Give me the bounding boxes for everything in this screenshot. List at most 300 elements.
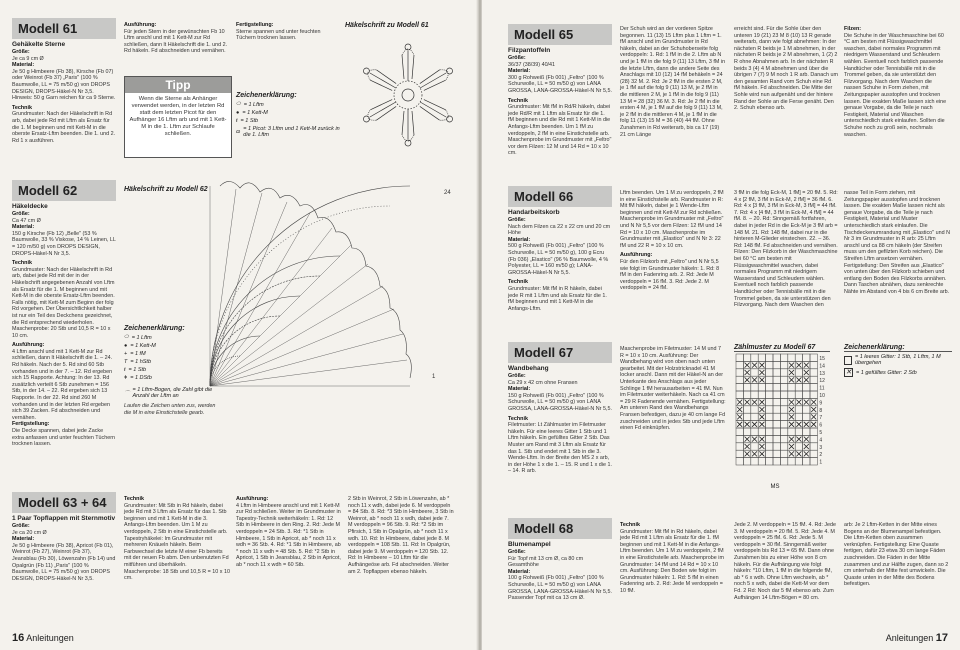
filet-cell	[743, 391, 750, 398]
m68-col3-text: Jede 2. M verdoppeln = 15 fM. 4. Rd: Jede 3. M verdoppeln = 20 fM. 5. Rd: Jede 4. M verdoppeln = 25 fM. 6. Rd: Jede 5. M verdoppeln = 30 fM. Sinngemäß weiter verdoppeln bis Rd 13 = 65 fM. Dann ohne Zunahmen bis zu einer Höhe von 8 cm häkeln. Für die Aufhängung wie folgt häkeln: *10 Lftm, 1 fM in die folgende fM, ab * 6 x wdh. Ohne Lftm wechseln, ab * noch 5 x wdh, dabei die Kett-M vor dem Fd. 2 Rd: Noch dar 5 fM ebenso arb. Zum Aufhängen 14 Lftm-Bögen = 80 cm.	[734, 522, 837, 601]
filet-cell	[810, 376, 817, 383]
filled-mesh-mark	[745, 370, 750, 375]
filet-cell	[736, 376, 743, 383]
filet-cell	[803, 458, 810, 465]
m62-gauge: Maschenprobe: 20 Stb und 10,5 R = 10 x 10 cm.	[12, 326, 111, 339]
m67-legend-1: = 1 gefülltes Gitter: 2 Stb	[856, 369, 917, 376]
m66-info	[508, 186, 612, 312]
m65-col4-text: Die Schuhe in der Waschmaschine bei 60 °C am besten mit Flüssigwaschmittel waschen, dabei normales Programm mit niedrigem Wasserstand und Schleudern wählen. Eventuell noch farblich passende Handtücher oder Tennisbälle mit in die Trommel geben, da sie unterstützt den Filzvorgang. Nach dem Waschen die nassen Schuhe in Form ziehen, mit Zeitungspapier ausstopfen und trocknen lassen. Die exakten Maße lassen sich eine genaue Vorgabe, da die Teile je nach Festigkeit, Material und Waschen unterschiedlich stark einlaufen. Sollten die Schuhe noch zu groß sein, nochmals waschen.	[844, 32, 947, 138]
m67-chart	[734, 344, 830, 490]
m67-filet-grid	[734, 352, 830, 484]
m67-repeat-label: MS	[770, 484, 780, 490]
m66-col2	[620, 190, 726, 292]
filled-mesh-mark	[745, 400, 750, 405]
m66-ausf-label: Ausführung:	[620, 252, 653, 259]
filet-cell	[795, 458, 802, 465]
filet-cell	[773, 361, 780, 368]
filled-mesh-mark	[759, 363, 764, 368]
footer-label-right: Anleitungen	[885, 633, 934, 643]
m65-size: 36/37 (38/39) 40/41	[508, 61, 556, 68]
m68-material: 100 g Rohweiß (Fb 001) „Feltro" (100 % Schurwolle, LL = 50 m/50 g) von LANA GROSSA, LANA-GROSSA-Häkel-N Nr 5,5. Passender Topf mit ca 13 cm Ø.	[508, 575, 612, 602]
m66-title: Modell 66	[508, 186, 612, 207]
filet-cell	[810, 435, 817, 442]
m62-legend-3: = 1 hStb	[130, 359, 152, 365]
filet-cell	[780, 421, 787, 428]
m65-subtitle: Filzpantoffeln	[508, 47, 551, 54]
filet-cell	[736, 361, 743, 368]
m63-instructions-cont	[348, 496, 454, 575]
m62-subtitle: Häkeldecke	[12, 203, 48, 210]
filled-mesh-mark	[796, 422, 801, 427]
m62-doily-diagram	[200, 180, 472, 392]
m65-title: Modell 65	[508, 24, 612, 45]
filet-cell	[736, 435, 743, 442]
filet-cell	[773, 406, 780, 413]
filet-cell	[803, 391, 810, 398]
filet-cell	[736, 384, 743, 391]
m66-technik-label: Technik	[508, 279, 528, 286]
filet-cell	[766, 384, 773, 391]
m62-chart-caption: Häkelschrift zu Modell 62	[124, 186, 208, 193]
filled-mesh-mark	[752, 400, 757, 405]
filled-mesh-mark	[789, 400, 794, 405]
m61-legend-1: = 1 Kett-M	[242, 110, 268, 116]
filled-mesh-mark	[759, 414, 764, 419]
m65-material: 300 g Rohweiß (Fb 001) „Feltro" (100 % Schurwolle, LL = 50 m/50 g) von LANA GROSSA, LANA-GROSSA-Häkel-N Nr 5,5.	[508, 74, 612, 94]
filled-mesh-mark	[759, 437, 764, 442]
filet-row-number: 14	[819, 363, 825, 370]
m67-material-label: Material:	[508, 386, 531, 393]
filet-cell	[773, 398, 780, 405]
m65-col4	[844, 26, 950, 138]
m62-title: Modell 62	[12, 180, 116, 201]
m67-legend	[844, 344, 952, 379]
m61-chart-caption: Häkelschrift zu Modell 61	[345, 22, 429, 29]
tip-heading: Tipp	[125, 77, 231, 93]
m66-size: Nach dem Filzen ca 22 x 22 cm und 20 cm Höhe	[508, 223, 611, 237]
filled-mesh-mark	[796, 400, 801, 405]
filet-cell	[780, 391, 787, 398]
filled-mesh-mark	[745, 377, 750, 382]
m63-size-label: Größe:	[12, 523, 30, 529]
filled-mesh-mark	[752, 422, 757, 427]
filet-cell	[795, 443, 802, 450]
filet-cell	[795, 354, 802, 361]
m62-legend	[124, 325, 224, 416]
left-footer	[12, 632, 74, 644]
filet-cell	[810, 458, 817, 465]
m63-title: Modell 63 + 64	[12, 492, 116, 513]
m68-col4-text: arb: Je 2 Lftm-Ketten in der Mitte eines Bogens an der Blumenampel befestigen. Die Lftm-Ketten oben zusammen verknüpfen. Fertigstellung: Eine Quaste fertigen, dafür 23 etwa 30 cm lange Fäden zuschneiden. Die Fäden in der Mitte zusammen und zur Hälfte zugen, dann so 2 cm unterhalb der Mitte fest umwickeln. Die Quaste unten in der Mitte des Bodens befestigen.	[844, 522, 949, 588]
m62-size-label: Größe:	[12, 211, 30, 217]
filet-cell	[795, 413, 802, 420]
filled-mesh-mark	[759, 370, 764, 375]
filet-cell	[758, 428, 765, 435]
filet-cell	[810, 361, 817, 368]
filet-cell	[751, 369, 758, 376]
m67-col2	[620, 346, 726, 432]
filet-cell	[773, 369, 780, 376]
filet-row-number: 6	[819, 422, 823, 429]
filet-cell	[766, 458, 773, 465]
m62-row-24-label: 24	[444, 190, 451, 196]
filled-mesh-mark	[745, 444, 750, 449]
m65-col2	[620, 26, 726, 138]
filet-cell	[810, 450, 817, 457]
m61-chart	[345, 22, 471, 157]
filet-cell	[743, 406, 750, 413]
m62-legend-0: = 1 Lftm	[131, 334, 152, 341]
footer-label-left: Anleitungen	[26, 633, 74, 643]
filled-mesh-mark	[811, 400, 816, 405]
filet-cell	[780, 384, 787, 391]
filled-mesh-mark	[737, 414, 742, 419]
m61-legend-title: Zeichenerklärung:	[236, 92, 297, 99]
filet-cell	[751, 406, 758, 413]
filet-cell	[810, 384, 817, 391]
filet-cell	[743, 458, 750, 465]
double-treble-symbol: ǂ	[124, 375, 128, 381]
m62-material-label: Material:	[12, 224, 35, 231]
m62-size: Ca 47 cm Ø	[12, 217, 41, 224]
filet-cell	[773, 413, 780, 420]
filled-mesh-mark	[752, 377, 757, 382]
filet-cell	[773, 428, 780, 435]
filet-row-number: 1	[819, 459, 823, 466]
m65-col3	[734, 26, 838, 112]
m68-title: Modell 68	[508, 518, 612, 539]
filled-mesh-mark	[737, 422, 742, 427]
filled-mesh-mark	[789, 377, 794, 382]
m63-info	[12, 492, 116, 582]
m66-col4	[844, 190, 950, 296]
m61-legend	[236, 92, 346, 140]
filled-mesh-mark	[796, 451, 801, 456]
filet-row-number: 9	[819, 400, 823, 407]
filet-cell	[810, 428, 817, 435]
m68-info	[508, 518, 612, 602]
m65-filzen-label: Filzen:	[844, 26, 862, 32]
tip-text: Wenn die Sterne als Anhänger verwendet werden, in der letzten Rd statt dem letzten Picot für den Aufhänger 16 Lftm arb und mit 1 Kett-M in die 1. Lftm zur Schlaufe schließen.	[129, 96, 227, 137]
filet-cell	[795, 406, 802, 413]
m61-title: Modell 61	[12, 18, 116, 39]
chain-symbol: ⬭	[236, 101, 241, 107]
m61-material: Je 50 g Himbeere (Fb 38), Kirsche (Fb 07) oder Weinrot (Fb 37) „Paris" (100 % Baumwolle, LL = 75 m/50 g) von DROPS DESIGN, DROPS-Häkel-N Nr 3,5.	[12, 68, 114, 95]
filled-mesh-mark	[759, 377, 764, 382]
m62-row-1-label: 1	[432, 374, 436, 380]
m63-technik	[124, 496, 230, 582]
filled-mesh-mark	[796, 377, 801, 382]
right-footer	[886, 632, 948, 644]
filled-mesh-mark	[804, 444, 809, 449]
m65-size-label: Größe:	[508, 55, 526, 61]
filet-cell	[803, 354, 810, 361]
filled-mesh-mark	[804, 451, 809, 456]
filet-cell	[766, 413, 773, 420]
m62-legend-note: = 1 Lftm-Bogen, die Zahl gibt die Anzahl der Lftm an	[132, 387, 213, 399]
filet-cell	[766, 354, 773, 361]
m66-col3-text: 3 fM in die folg Eck-M, 1 fM] = 20 fM. 5. Rd: 4 x [2 fM, 3 fM in Eck-M, 2 fM] = 36 fM. 6. Rd: 4 x [3 fM, 3 fM in Eck-M, 3 fM] = 44 fM. 7. Rd: 4 x [4 fM, 3 fM in Eck-M, 4 fM] = 44 fM. 8. – 20. Rd: Sinngemäß fortfahren, dabei in jeder Rd in die Eck-M je 3 fM arb = 148 M. 21. Rd: 148 fM, dabei nur in die hinteren M-Glieder einstechen. 22. – 36. Rd: 148 fM. Fd abschneiden und vernähen. Filzen: Den Filzkorb in der Waschmaschine bei 60 °C am besten mit Flüssigwaschmittel waschen, dabei normales Programm mit niedrigem Wasserstand und Schleudern wählen. Eventuell noch farblich passende Handtücher oder Tennisbälle mit in die Trommel geben, da sie unterstützen den Filzvorgang. Nach dem Waschen den	[734, 190, 838, 309]
m62-ausf-label: Ausführung:	[12, 342, 45, 349]
m67-col2-text: Maschenprobe im Filetmuster: 14 M und 7 R = 10 x 10 cm. Ausführung: Der Wandbehang wird von oben nach unten gearbeitet. Mit der Holzstricknadel 41 M locker anschl. Dann mit der Häkel-N an der Unterkante des Anschlags aus jeder Schlinge 1 fM herausarbeiten = 41 fM. Nun im Filetmuster weiterhäkeln. Nach ca 41 cm = 29 R Fadenende vernähen. Fertigstellung: Am unteren Rand des Wandbehangs Fransen befestigen, dazu je 40 cm lange Fd zuschneiden und in jedes Stb und jede Lftm einen Fd einknüpfen.	[620, 346, 726, 432]
m63-technik-label: Technik	[124, 496, 144, 502]
m68-subtitle: Blumenampel	[508, 541, 551, 548]
filet-row-number: 3	[819, 444, 823, 451]
filled-mesh-mark	[759, 444, 764, 449]
filet-cell	[773, 421, 780, 428]
m68-size-label: Größe:	[508, 549, 526, 555]
filet-cell	[803, 413, 810, 420]
m67-legend-title: Zeichenerklärung:	[844, 344, 952, 352]
filet-cell	[751, 443, 758, 450]
m66-technik: Grundmuster: Mit fM in R häkeln, dabei jede R mit 1 Lftm und als Ersatz für die 1. fM beginnen und mit 1 Kett-M in die Anfangs-Lftm.	[508, 285, 607, 312]
filled-mesh-mark	[789, 437, 794, 442]
filet-cell	[751, 458, 758, 465]
m65-gauge: Maschenprobe im Grundmuster mit „Feltro" vor dem Filzen: 12 M und 14 Rd = 10 x 10 cm.	[508, 137, 612, 157]
filet-cell	[736, 450, 743, 457]
filet-cell	[773, 450, 780, 457]
m62-material: 150 g Kirsche (Fb 12) „Belle" (53 % Baumwolle, 33 % Viskose, 14 % Leinen, LL = 120 m/50 g) von DROPS DESIGN, DROPS-Häkel-N Nr 3,5.	[12, 230, 116, 257]
m67-info	[508, 342, 612, 475]
m68-col4	[844, 522, 950, 588]
m67-title: Modell 67	[508, 342, 612, 363]
filet-cell	[736, 458, 743, 465]
m63-ausf: 4 Lftm in Himbeere anschl und mit 1 Kett-M zur Rd schließen. Weiter im Grundmuster in Tapestry-Technik weiterhäkeln: 1. Rd: 12 Stb in Himbeere in den Ring. 2. Rd: Jede M verdoppeln = 24 Stb. 3. Rd: *1 Stb in Himbeere, 1 Stb in Apricot, ab * noch 11 x wdh = 36 Stb. 4. Rd: *1 Stb in Himbeere, ab * noch 11 x wdh = 48 Stb. 5. Rd: *2 Stb in Apricot, 1 Stb in Jeansblau, 2 Stb in Apricot, ab * noch 11 x wdh = 60 Stb.	[236, 502, 341, 568]
filet-row-number: 12	[819, 378, 825, 385]
m61-technik-label: Technik	[12, 104, 32, 111]
m67-technik: Filetmuster: Lt Zählmuster im Filetmuster häkeln. Für eine leeres Gitter 1 Stb und 1 Lftm häkeln. Ein gefülltes Gitter 2 Stb. Das Muster am Rand mit 3 Lftm als Ersatz für das 1. Stb und endet mit 1 Stb in die 3. Wende-Lftm. In der Breite den MS 2 x arb, in der Höhe 1 x die 1. – 15. R und 1 x die 1. – 14. R arb.	[508, 422, 612, 475]
m61-legend-0: = 1 Lftm	[243, 101, 264, 108]
filet-cell	[736, 443, 743, 450]
m61-info	[12, 18, 116, 144]
filled-mesh-mark	[811, 422, 816, 427]
chain-symbol: ⬭	[124, 334, 129, 340]
filled-mesh-mark	[796, 363, 801, 368]
filet-cell	[758, 458, 765, 465]
filet-cell	[780, 361, 787, 368]
empty-mesh-icon	[844, 356, 852, 365]
filet-cell	[773, 435, 780, 442]
m65-technik-label: Technik	[508, 97, 528, 104]
m61-ausf-label: Ausführung:	[124, 22, 157, 28]
filled-mesh-mark	[789, 422, 794, 427]
filet-cell	[766, 450, 773, 457]
m66-material-label: Material:	[508, 236, 531, 243]
picot-symbol: ɷ	[236, 129, 241, 135]
filled-mesh-mark	[804, 370, 809, 375]
m62-legend-5: = 1 DStb	[130, 375, 152, 381]
filet-cell	[766, 376, 773, 383]
filet-cell	[788, 458, 795, 465]
filet-cell	[810, 391, 817, 398]
filet-cell	[736, 391, 743, 398]
filet-cell	[803, 406, 810, 413]
filled-mesh-mark	[759, 407, 764, 412]
filet-cell	[803, 384, 810, 391]
filet-cell	[780, 450, 787, 457]
filled-mesh-mark	[789, 444, 794, 449]
m61-ausf: Für jeden Stern in der gewünschten Fb 10 Lftm anschl und mit 1 Kett-M zur Rd schließen, dann lt Häkelschrift die 1. und 2. Rd häkeln. Fd abschneiden und vernähen.	[124, 28, 228, 55]
filet-cell	[758, 354, 765, 361]
m62-ausf: 4 Lftm anschl und mit 1 Kett-M zur Rd schließen, dann lt Häkelschrift die 1. – 24. Rd häkeln. Nach der 5. Rd sind 60 Stb vorhanden und in der 7. – 12. Rd ergeben sich 15 Rapporte. Achtung: In der 13. Rd zusätzlich verteilt 6 Stb zunehmen = 156 Stb, in der 14. – 22. Rd ergeben sich 13 Rapporte. In der 22. Rd sind 260 M vorhanden und in der letzten Rd ergeben sich 39 Zacken. Fd abschneiden und vernähen.	[12, 348, 113, 421]
m61-technik: Grundmuster: Nach der Häkelschrift in Rd arb, dabei jede Rd mit Lftm als Ersatz für die 1. M beginnen und mit Kett-M in die oberste Ersatz-Lftm beenden. Die 1. und 2. Rd 1 x ausführen.	[12, 111, 116, 144]
filled-mesh-mark	[804, 377, 809, 382]
filled-mesh-mark	[759, 451, 764, 456]
filled-mesh-mark	[804, 422, 809, 427]
filet-cell	[766, 435, 773, 442]
filet-cell	[780, 458, 787, 465]
m67-material: 150 g Rohweiß (Fb 001) „Feltro" (100 % Schurwolle, LL = 50 m/50 g) von LANA GROSSA, LANA-GROSSA-Häkel-N Nr 5,5.	[508, 392, 612, 412]
m61-fertig-label: Fertigstellung:	[236, 22, 274, 28]
filet-cell	[788, 428, 795, 435]
m61-fertig: Sterne spannen und unter feuchten Tüchern trocknen lassen.	[236, 28, 321, 42]
filet-cell	[743, 384, 750, 391]
filet-cell	[736, 428, 743, 435]
m66-col3	[734, 190, 838, 309]
m67-legend-0: = 1 leeres Gitter: 1 Stb, 1 Lftm, 1 M übergehen	[854, 354, 941, 366]
filet-cell	[751, 354, 758, 361]
m62-technik-label: Technik	[12, 260, 32, 267]
m61-finishing	[236, 22, 336, 42]
filet-cell	[766, 428, 773, 435]
m68-col2	[620, 522, 726, 595]
filet-cell	[780, 413, 787, 420]
m67-chart-caption: Zählmuster zu Modell 67	[734, 344, 830, 352]
filled-mesh-icon: ✕	[845, 369, 852, 376]
filet-cell	[766, 391, 773, 398]
chain-arc-symbol: ⌒	[124, 391, 130, 397]
filet-cell	[780, 435, 787, 442]
m67-size-label: Größe:	[508, 373, 526, 379]
filet-cell	[743, 354, 750, 361]
treble-symbol: ŧ	[236, 118, 238, 124]
m61-legend-3: = 1 Picot: 3 Lftm und 1 Kett-M zurück in die 1. Lftm	[243, 126, 340, 138]
filet-cell	[780, 428, 787, 435]
filet-cell	[795, 369, 802, 376]
slipstitch-symbol: ●	[124, 343, 128, 349]
filet-cell	[810, 354, 817, 361]
m65-material-label: Material:	[508, 68, 531, 75]
m62-legend-1: = 1 Kett-M	[130, 343, 156, 349]
filet-cell	[780, 354, 787, 361]
m68-size: Für Topf mit 13 cm Ø, ca 80 cm Gesamthöhe	[508, 555, 584, 569]
filet-cell	[773, 458, 780, 465]
m67-subtitle: Wandbehang	[508, 365, 549, 372]
filled-mesh-mark	[796, 437, 801, 442]
filled-mesh-mark	[745, 363, 750, 368]
filet-cell	[758, 384, 765, 391]
filet-cell	[773, 354, 780, 361]
m68-material-label: Material:	[508, 568, 531, 575]
filled-mesh-mark	[759, 400, 764, 405]
filet-row-number: 7	[819, 415, 823, 422]
filet-cell	[766, 369, 773, 376]
filet-cell	[766, 421, 773, 428]
m68-col3	[734, 522, 838, 601]
left-page	[0, 0, 478, 650]
m63-technik-text: Grundmuster: Mit Stb in Rd häkeln, dabei jede Rd mit 3 Lftm als Ersatz für das 1. Stb beginnen und mit 1 Kett-M in die 3. Anfangs-Lftm beenden. Um 1 M zu verdoppeln, 2 Stb in eine Einstichstelle arb. Tapestryhäkelei: Im Grundmuster mit mehreren Knäueln häkeln. Beim Farbwechsel die letzte M einer Fb bereits mit der neuen Fb abm. Den unbenutzten Fd mitführen und überhäkeln.	[124, 502, 229, 568]
m62-legend-4: = 1 Stb	[128, 367, 147, 373]
m65-col2-text: Der Schuh wird an der vorderen Spitze begonnen. 11 (13) 15 Lftm plus 1 Lftm = 1. fM anschl und im Grundmuster in Rd häkeln, dabei an der Schuhoberseite folg verdoppeln: 1. Rd: 1 fM in die 2. Lftm ab N und je 1 fM in die folg 9 (11) 13 Lftm, 3 fM in die letzte Lftm, dann die andere Seite des Anschlags mit 10 (12) 14 fM behäkeln = 24 (28) 32 M. 2. Rd: Je 2 fM in die ersten 2 M, je 1 fM auf die folg 9 (11) 13 M, je 2 fM in die mittleren 2 M, je 1 fM in die folg 9 (11) 13 M = 28 (32) 36 M. 3. Rd: Je 2 fM in die ersten 4 M, je 1 fM auf die folg 9 (11) 13 M, je 2 fM in die mittleren 4 M, je 1 fM in die folg 11 (13) 15 M = 36 (40) 44 fM. Ohne Zunahmen in Rd weiterarb, bis ca 17 (19) 21 cm Länge	[620, 26, 726, 138]
filet-cell	[810, 369, 817, 376]
filet-cell	[788, 384, 795, 391]
m63-material-label: Material:	[12, 536, 35, 543]
filled-mesh-mark	[789, 451, 794, 456]
filet-cell	[780, 369, 787, 376]
m66-col2-text: Lftm beenden. Um 1 M zu verdoppeln, 2 fM in eine Einstichstelle arb. Randmuster in R: Mit fM häkeln, dabei je 1 Wende-Lftm beginnen und mit Kett-M zur Rd schließen. Maschenprobe im Grundmuster mit „Feltro" und N Nr 5,5 vor dem Filzen: 12 fM und 14 Rd = 10 x 10 cm. Maschenprobe im Grundmuster mit „Elastico" und N Nr 3: 22 fM und 22 R = 10 x 10 cm.	[620, 190, 724, 249]
filet-row-number: 4	[819, 437, 823, 444]
filet-row-number: 15	[819, 356, 825, 362]
filet-cell	[795, 391, 802, 398]
filet-cell	[773, 391, 780, 398]
filet-cell	[766, 398, 773, 405]
m61-star-diagram	[345, 29, 471, 157]
m67-technik-label: Technik	[508, 415, 528, 422]
m62-technik: Grundmuster: Nach der Häkelschrift in Rd arb, dabei jede Rd mit der in der Häkelschrift angegebenen Anzahl von Lftm als Ersatz für die 1. M beginnen und mit Kett-M in die oberste Ersatz-Lftm beenden. Falls nötig, mit Kett-M zum Beginn der folg Rd vorgehen. Der Übersichtlichkeit halber ist nur ein Teil des Deckchens gezeichnet, die Rd entsprechend wiederholen.	[12, 266, 115, 326]
filled-mesh-mark	[737, 400, 742, 405]
filled-mesh-mark	[737, 407, 742, 412]
m65-col3-text: erreicht sind. Für die Sohle über den unteren 19 (21) 23 M 8 (10) 13 R gerade weiterarb, dann wie folgt abnehmen: In der nächsten R beids je 1 M abnehmen, in der nächsten R beids je 2 M abnehmen, 1 (2) 2 R ohne Abnahmen arb. In der nächsten R beids 3 (4) 4 M abnehmen und über die übrigen 7 (7) 9 M noch 1 R arb. Danach um den gesamten Rand vom Schuh eine Rd fM häkeln. Fd abschneiden. Die Mitte der Sohle wird nun aufgenäht und der hintere Rand der Sohle an die Ferse genäht. Den 2. Schuh ebenso arb.	[734, 26, 838, 112]
m62-legend-title: Zeichenerklärung:	[124, 325, 185, 332]
m62-info	[12, 180, 116, 448]
filled-mesh-mark	[789, 370, 794, 375]
filet-row-number: 13	[819, 370, 825, 377]
filet-cell	[788, 391, 795, 398]
filet-cell	[780, 443, 787, 450]
treble-symbol: ŧ	[124, 367, 126, 373]
filet-cell	[751, 428, 758, 435]
filled-mesh-mark	[789, 407, 794, 412]
filet-cell	[803, 428, 810, 435]
filet-row-number: 11	[819, 385, 825, 392]
filled-mesh-mark	[752, 363, 757, 368]
filet-cell	[773, 384, 780, 391]
filled-mesh-mark	[804, 437, 809, 442]
filet-cell	[795, 384, 802, 391]
m61-material-label: Material:	[12, 62, 35, 69]
filled-mesh-mark	[759, 422, 764, 427]
filet-row-number: 8	[819, 407, 823, 414]
filet-cell	[743, 428, 750, 435]
filet-cell	[788, 354, 795, 361]
filled-mesh-mark	[789, 414, 794, 419]
m63-instructions	[236, 496, 342, 569]
filet-cell	[751, 391, 758, 398]
single-crochet-symbol: +	[124, 351, 128, 357]
filled-mesh-mark	[804, 400, 809, 405]
m65-info	[508, 24, 612, 157]
right-page	[482, 0, 960, 650]
filet-cell	[766, 443, 773, 450]
m61-size-label: Größe:	[12, 49, 30, 55]
tip-box	[124, 76, 232, 158]
filet-cell	[780, 406, 787, 413]
filled-mesh-mark	[804, 363, 809, 368]
m68-technik-label: Technik	[620, 522, 640, 528]
filet-cell	[773, 443, 780, 450]
filet-cell	[810, 443, 817, 450]
filet-cell	[751, 384, 758, 391]
filet-cell	[736, 354, 743, 361]
filet-row-number: 2	[819, 452, 823, 459]
m66-subtitle: Handarbeitskorb	[508, 209, 560, 216]
filet-cell	[795, 428, 802, 435]
filet-cell	[758, 391, 765, 398]
m63-gauge: Maschenprobe: 18 Stb und 10,5 R = 10 x 10 cm.	[124, 568, 230, 582]
m61-subtitle: Gehäkelte Sterne	[12, 41, 66, 48]
m61-hint: Hinweis: 50 g Garn reichen für ca 9 Sterne.	[12, 95, 116, 102]
slipstitch-symbol: ●	[236, 110, 240, 116]
